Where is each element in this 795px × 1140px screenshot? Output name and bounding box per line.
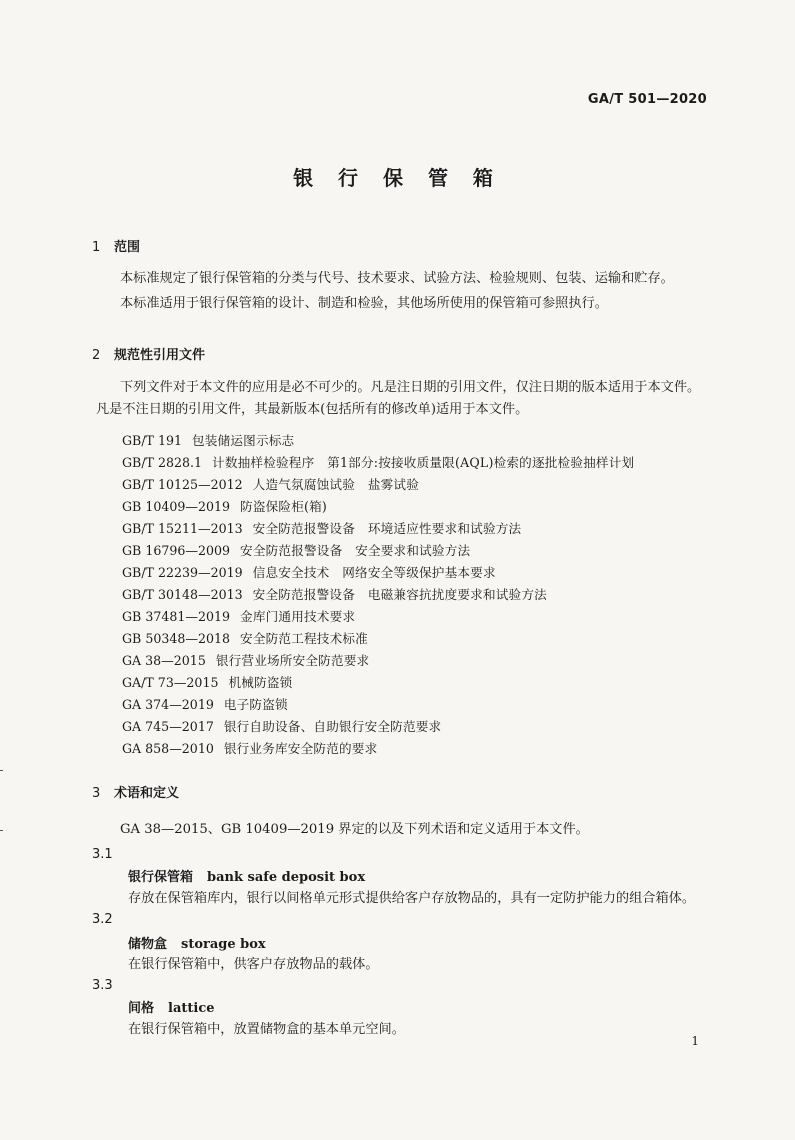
section-heading-normative-refs	[92, 344, 205, 363]
section-title: 术语和定义	[114, 786, 180, 801]
term-name-zh: 储物盒	[128, 937, 168, 952]
reference-title: 包装储运图示标志	[192, 433, 295, 448]
reference-code: GB/T 22239—2019	[122, 565, 243, 580]
reference-title: 电子防盗锁	[223, 697, 288, 712]
reference-item	[122, 540, 470, 559]
reference-code: GB 16796—2009	[122, 543, 231, 558]
reference-title: 安全防范报警设备 电磁兼容抗扰度要求和试验方法	[252, 587, 547, 602]
page-number: 1	[691, 1034, 699, 1048]
document-title: 银 行 保 管 箱	[293, 166, 502, 190]
reference-title: 防盗保险柜(箱)	[240, 499, 328, 514]
term-name	[128, 866, 365, 885]
reference-code: GA 38—2015	[122, 653, 206, 668]
reference-code: GA 858—2010	[122, 741, 214, 756]
reference-item	[122, 628, 368, 647]
standard-code: GA/T 501—2020	[587, 92, 707, 107]
reference-item	[122, 606, 355, 625]
scan-edge-mark	[0, 830, 3, 831]
term-name-zh: 银行保管箱	[128, 870, 194, 885]
reference-item	[122, 496, 327, 515]
reference-title: 安全防范工程技术标准	[240, 631, 368, 646]
reference-item	[122, 430, 294, 449]
scope-paragraph-1: 本标准规定了银行保管箱的分类与代号、技术要求、试验方法、检验规则、包装、运输和贮存。	[120, 271, 674, 286]
reference-item	[122, 562, 496, 581]
reference-code: GB/T 2828.1	[122, 455, 203, 470]
reference-title: 银行自助设备、自助银行安全防范要求	[223, 719, 442, 734]
reference-title: 安全防范报警设备 安全要求和试验方法	[240, 543, 471, 558]
reference-item	[122, 584, 547, 603]
section-heading-scope	[92, 236, 140, 255]
term-name	[128, 997, 215, 1016]
section-title: 规范性引用文件	[114, 348, 206, 363]
reference-item	[122, 738, 377, 757]
normative-refs-intro: 下列文件对于本文件的应用是必不可少的。凡是注日期的引用文件，仅注日期的版本适用于本文件。凡是不注日期的引用文件，其最新版本(包括所有的修改单)适用于本文件。	[96, 380, 701, 417]
reference-title: 计数抽样检验程序 第1部分:按接收质量限(AQL)检索的逐批检验抽样计划	[212, 455, 635, 470]
reference-code: GB/T 191	[122, 433, 182, 448]
reference-item	[122, 650, 369, 669]
reference-title: 金库门通用技术要求	[240, 609, 356, 624]
reference-code: GB 10409—2019	[122, 499, 231, 514]
reference-title: 人造气氛腐蚀试验 盐雾试验	[252, 477, 419, 492]
section-title: 范围	[114, 240, 141, 255]
reference-item	[122, 672, 292, 691]
reference-item	[122, 452, 634, 471]
term-number: 3.3	[92, 978, 113, 993]
reference-item	[122, 716, 441, 735]
reference-code: GB/T 10125—2012	[122, 477, 243, 492]
term-definition: 在银行保管箱中，放置储物盒的基本单元空间。	[128, 1022, 405, 1037]
section-heading-terms	[92, 782, 179, 801]
reference-item	[122, 518, 521, 537]
reference-code: GB/T 15211—2013	[122, 521, 243, 536]
reference-title: 银行营业场所安全防范要求	[215, 653, 370, 668]
reference-title: 机械防盗锁	[228, 675, 293, 690]
reference-item	[122, 694, 288, 713]
reference-code: GB 50348—2018	[122, 631, 231, 646]
reference-code: GB/T 30148—2013	[122, 587, 243, 602]
reference-code: GA/T 73—2015	[122, 675, 219, 690]
term-definition: 在银行保管箱中，供客户存放物品的载体。	[128, 957, 379, 972]
term-name-en: storage box	[181, 937, 266, 952]
section-number: 3	[92, 786, 101, 801]
term-definition: 存放在保管箱库内，银行以间格单元形式提供给客户存放物品的，具有一定防护能力的组合箱体。	[128, 891, 696, 906]
term-number: 3.2	[92, 912, 113, 927]
scope-paragraph-2: 本标准适用于银行保管箱的设计、制造和检验，其他场所使用的保管箱可参照执行。	[120, 296, 608, 311]
reference-item	[122, 474, 419, 493]
term-name-en: bank safe deposit box	[207, 870, 366, 885]
term-number: 3.1	[92, 847, 113, 862]
section-number: 2	[92, 348, 101, 363]
reference-code: GB 37481—2019	[122, 609, 231, 624]
terms-intro: GA 38—2015、GB 10409—2019 界定的以及下列术语和定义适用于本文件。	[120, 822, 589, 837]
reference-code: GA 374—2019	[122, 697, 214, 712]
reference-title: 信息安全技术 网络安全等级保护基本要求	[252, 565, 496, 580]
reference-title: 银行业务库安全防范的要求	[223, 741, 378, 756]
reference-title: 安全防范报警设备 环境适应性要求和试验方法	[252, 521, 522, 536]
scan-edge-mark	[0, 770, 3, 771]
section-number: 1	[92, 240, 101, 255]
reference-code: GA 745—2017	[122, 719, 214, 734]
term-name-en: lattice	[168, 1001, 215, 1016]
term-name-zh: 间格	[128, 1001, 155, 1016]
term-name	[128, 933, 266, 952]
